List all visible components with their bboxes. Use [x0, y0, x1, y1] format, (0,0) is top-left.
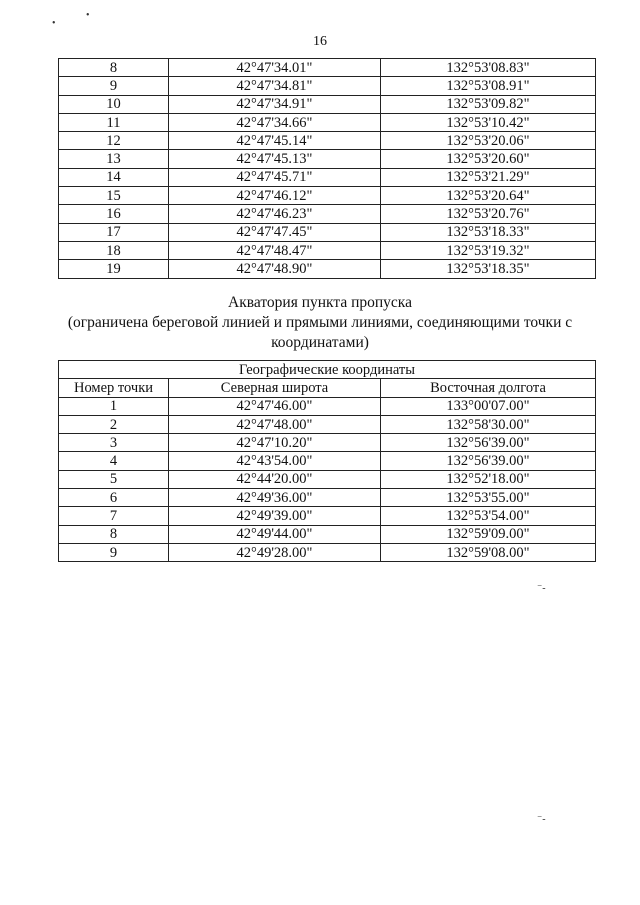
point-number-cell: 12 — [59, 132, 169, 150]
latitude-cell: 42°47'46.12" — [169, 187, 381, 205]
longitude-cell: 132°59'09.00" — [381, 525, 596, 543]
coordinates-table-continued — [58, 58, 596, 279]
table-row — [59, 452, 596, 470]
table-row — [59, 241, 596, 259]
point-number-cell: 9 — [59, 543, 169, 561]
table-row — [59, 415, 596, 433]
longitude-cell: 132°53'19.32" — [381, 241, 596, 259]
point-number-cell: 15 — [59, 187, 169, 205]
point-number-cell: 1 — [59, 397, 169, 415]
point-number-cell: 19 — [59, 260, 169, 278]
longitude-cell: 132°53'20.76" — [381, 205, 596, 223]
longitude-cell: 132°53'20.64" — [381, 187, 596, 205]
latitude-cell: 42°49'28.00" — [169, 543, 381, 561]
coordinates-table-body — [59, 397, 596, 562]
point-number-cell: 17 — [59, 223, 169, 241]
section-subtitle-line-2: координатами) — [271, 334, 369, 351]
group-header-cell: Географические координаты — [59, 361, 596, 379]
latitude-cell: 42°47'34.66" — [169, 113, 381, 131]
scan-speck: • — [52, 18, 56, 29]
table-row — [59, 132, 596, 150]
longitude-cell: 132°56'39.00" — [381, 434, 596, 452]
longitude-cell: 132°53'09.82" — [381, 95, 596, 113]
latitude-cell: 42°47'47.45" — [169, 223, 381, 241]
table-row — [59, 434, 596, 452]
longitude-cell: 132°59'08.00" — [381, 543, 596, 561]
point-number-cell: 14 — [59, 168, 169, 186]
longitude-cell: 132°53'55.00" — [381, 489, 596, 507]
latitude-cell: 42°47'45.71" — [169, 168, 381, 186]
point-number-cell: 6 — [59, 489, 169, 507]
scan-speck: ⁻‐ — [537, 583, 546, 594]
longitude-cell: 132°53'08.91" — [381, 77, 596, 95]
table-row — [59, 205, 596, 223]
longitude-cell: 132°53'18.35" — [381, 260, 596, 278]
point-number-cell: 3 — [59, 434, 169, 452]
point-number-cell: 11 — [59, 113, 169, 131]
latitude-cell: 42°47'46.00" — [169, 397, 381, 415]
point-number-cell: 2 — [59, 415, 169, 433]
table-row — [59, 223, 596, 241]
longitude-cell: 132°58'30.00" — [381, 415, 596, 433]
point-number-cell: 5 — [59, 470, 169, 488]
longitude-cell: 132°53'20.06" — [381, 132, 596, 150]
page-number: 16 — [313, 34, 327, 49]
latitude-cell: 42°44'20.00" — [169, 470, 381, 488]
table-row — [59, 397, 596, 415]
table-row — [59, 187, 596, 205]
table-row — [59, 77, 596, 95]
longitude-cell: 132°56'39.00" — [381, 452, 596, 470]
point-number-cell: 8 — [59, 59, 169, 77]
longitude-cell: 133°00'07.00" — [381, 397, 596, 415]
section-subtitle-line-1: (ограничена береговой линией и прямыми линиями, соединяющими точки с — [67, 314, 573, 331]
coordinates-table-body — [59, 59, 596, 279]
section-title: Акватория пункта пропуска — [228, 294, 412, 311]
latitude-cell: 42°49'39.00" — [169, 507, 381, 525]
column-header-north-latitude: Северная широта — [169, 379, 381, 397]
table-header — [59, 361, 596, 398]
point-number-cell: 10 — [59, 95, 169, 113]
point-number-cell: 7 — [59, 507, 169, 525]
longitude-cell: 132°53'08.83" — [381, 59, 596, 77]
latitude-cell: 42°47'46.23" — [169, 205, 381, 223]
column-header-east-longitude: Восточная долгота — [381, 379, 596, 397]
table-row — [59, 260, 596, 278]
point-number-cell: 13 — [59, 150, 169, 168]
longitude-cell: 132°53'10.42" — [381, 113, 596, 131]
longitude-cell: 132°53'21.29" — [381, 168, 596, 186]
table-row — [59, 470, 596, 488]
point-number-cell: 18 — [59, 241, 169, 259]
table-row — [59, 113, 596, 131]
longitude-cell: 132°53'54.00" — [381, 507, 596, 525]
latitude-cell: 42°47'45.14" — [169, 132, 381, 150]
group-header-row — [59, 361, 596, 379]
table-row — [59, 507, 596, 525]
point-number-cell: 16 — [59, 205, 169, 223]
longitude-cell: 132°53'18.33" — [381, 223, 596, 241]
longitude-cell: 132°53'20.60" — [381, 150, 596, 168]
column-header-point-number: Номер точки — [59, 379, 169, 397]
latitude-cell: 42°47'45.13" — [169, 150, 381, 168]
table-row — [59, 168, 596, 186]
latitude-cell: 42°49'44.00" — [169, 525, 381, 543]
table-row — [59, 489, 596, 507]
latitude-cell: 42°47'48.47" — [169, 241, 381, 259]
longitude-cell: 132°52'18.00" — [381, 470, 596, 488]
scan-speck: ⁻‐ — [537, 814, 546, 825]
point-number-cell: 4 — [59, 452, 169, 470]
latitude-cell: 42°47'34.01" — [169, 59, 381, 77]
scan-speck: • — [86, 10, 90, 21]
latitude-cell: 42°49'36.00" — [169, 489, 381, 507]
latitude-cell: 42°47'10.20" — [169, 434, 381, 452]
latitude-cell: 42°43'54.00" — [169, 452, 381, 470]
latitude-cell: 42°47'34.81" — [169, 77, 381, 95]
latitude-cell: 42°47'48.90" — [169, 260, 381, 278]
section-heading — [0, 293, 640, 353]
table-row — [59, 543, 596, 561]
latitude-cell: 42°47'48.00" — [169, 415, 381, 433]
point-number-cell: 8 — [59, 525, 169, 543]
point-number-cell: 9 — [59, 77, 169, 95]
table-row — [59, 525, 596, 543]
table-row — [59, 150, 596, 168]
table-row — [59, 59, 596, 77]
latitude-cell: 42°47'34.91" — [169, 95, 381, 113]
table-row — [59, 95, 596, 113]
water-area-coordinates-table — [58, 360, 596, 562]
column-header-row — [59, 379, 596, 397]
